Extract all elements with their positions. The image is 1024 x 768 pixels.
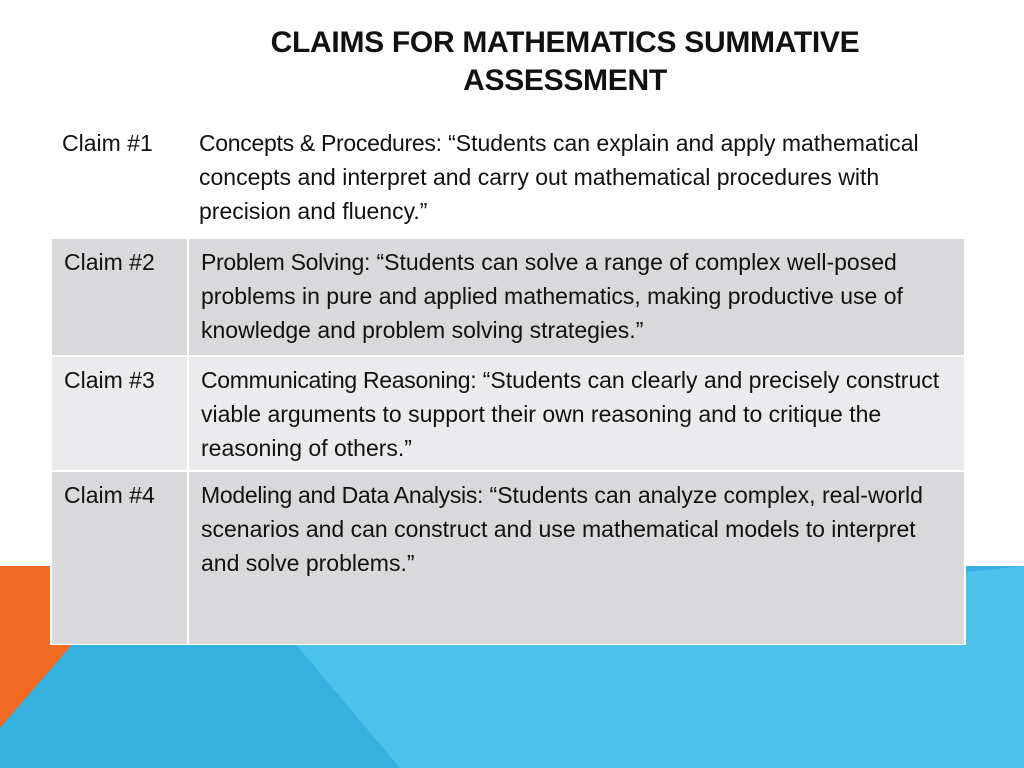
claim-text: Students can solve a range of complex well-posed problems in pure and applied mathematics, making productive use of knowledge and problem solving strategies. [201,249,903,343]
claim-text: Students can analyze complex, real-world scenarios and can construct and use mathematical models to interpret and solve problems. [201,482,923,576]
open-quote: “ [482,367,491,393]
close-quote: ” [404,435,412,461]
claim-row-1 [50,120,966,238]
slide-title: CLAIMS FOR MATHEMATICS SUMMATIVE ASSESSMENT [270,26,860,97]
open-quote: “ [489,482,498,508]
claim-description [189,239,964,355]
open-quote: “ [448,130,456,156]
claim-row-3 [50,356,966,471]
claim-row-2 [50,238,966,356]
claim-label: Claim #4 [52,472,189,644]
claim-label: Claim #3 [52,357,189,470]
claims-table [50,120,966,645]
claim-name: Modeling and Data Analysis: [201,482,484,508]
open-quote: “ [376,249,385,275]
claim-description [187,120,966,238]
claim-name: Problem Solving: [201,249,371,275]
claim-text: Students can clearly and precisely construct viable arguments to support their own reasoning and to critique the reasoning of others. [201,367,940,461]
close-quote: ” [406,550,415,576]
close-quote: ” [635,317,644,343]
claim-name: Concepts & Procedures: [199,130,442,156]
claim-text: Students can explain and apply mathematical concepts and interpret and carry out mathematical procedures with precision and fluency. [199,130,919,224]
close-quote: ” [419,198,428,224]
claim-name: Communicating Reasoning: [201,367,477,393]
claim-description [189,357,964,470]
claim-description [189,472,964,644]
claim-label: Claim #2 [52,239,189,355]
claim-label: Claim #1 [62,130,153,156]
claim-row-4 [50,471,966,645]
